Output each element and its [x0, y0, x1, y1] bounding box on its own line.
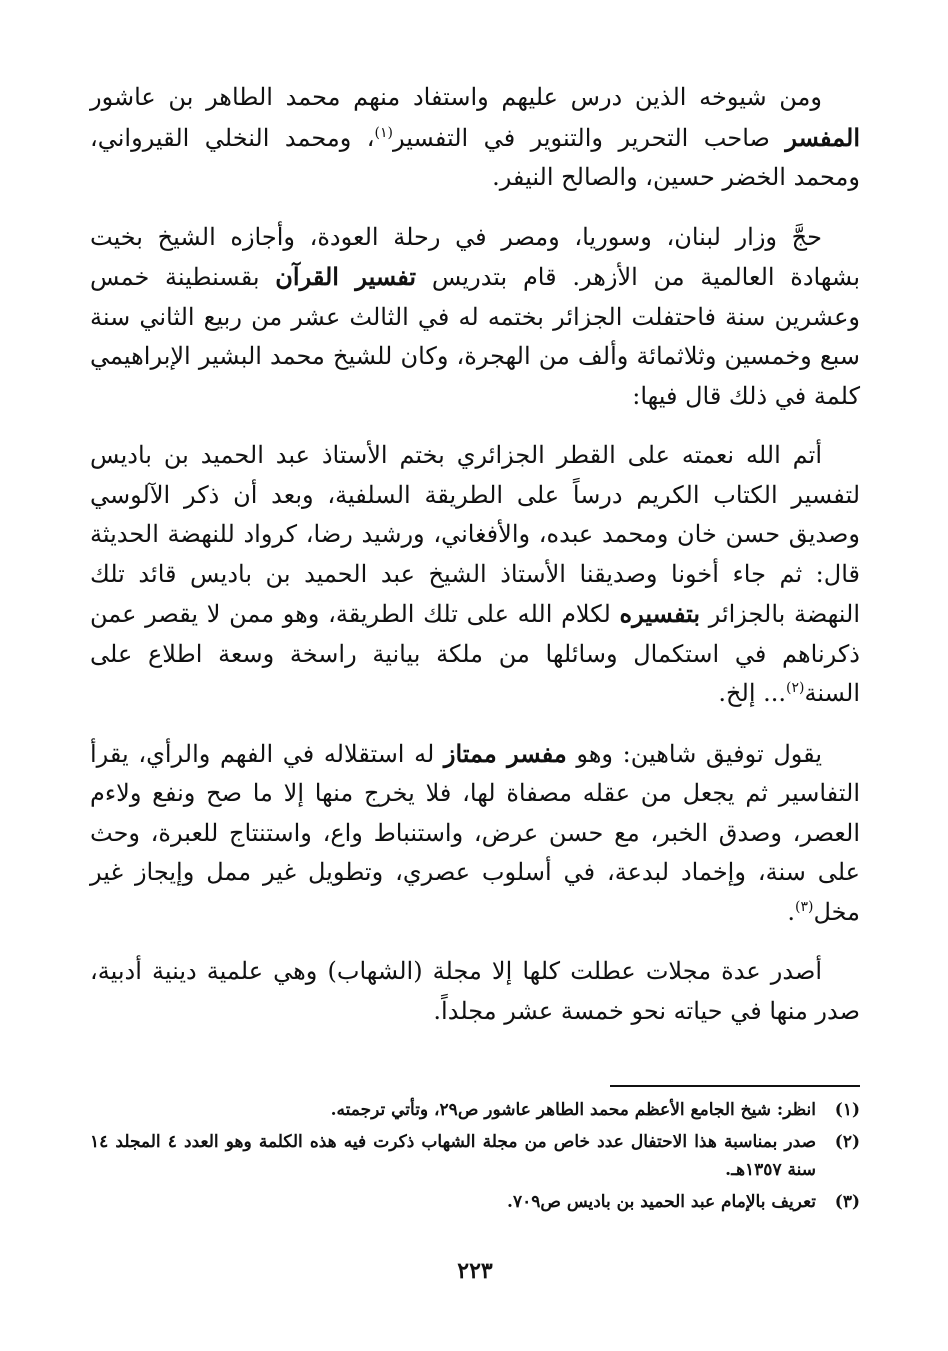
footnote-1: [90, 1096, 860, 1124]
paragraph-text: ... إلخ.: [718, 679, 787, 707]
footnote-divider: [610, 1085, 860, 1087]
footnote-2: [90, 1128, 860, 1184]
paragraph-text: ومن شيوخه الذين درس عليهم واستفاد منهم محمد الطاهر بن عاشور: [90, 83, 822, 111]
book-page: [90, 78, 860, 1308]
footnote-number: (١): [834, 1100, 860, 1120]
paragraph-text: بقسنطينة خمس وعشرين سنة فاحتفلت الجزائر بختمه له في الثالث عشر من ربيع الثاني سنة سبع وخمسين وثلاثمائة وألف من الهجرة، وكان للشيخ محمد البشير الإبراهيمي كلمة في ذلك قال فيها:: [90, 263, 860, 410]
footnote-text: انظر: شيخ الجامع الأعظم محمد الطاهر عاشور ص٢٩، وتأتي ترجمته.: [330, 1100, 816, 1120]
paragraph-shahin: [90, 734, 860, 933]
paragraph-text: ، ومحمد النخلي القيرواني، ومحمد الخضر حسين، والصالح النيفر.: [90, 123, 860, 191]
paragraph-text: لكلام الله على تلك الطريقة، وهو ممن لا يقصر عمن ذكرناهم في استكمال وسائلها من ملكة بيانية راسخة وسعة اطلاع على السنة: [90, 600, 860, 707]
page-number: ٢٢٣: [457, 1258, 493, 1284]
footnote-number: (٣): [834, 1192, 860, 1212]
paragraph-hajj: [90, 218, 860, 417]
footnote-text: صدر بمناسبة هذا الاحتفال عدد خاص من مجلة الشهاب ذكرت فيه هذه الكلمة وهو العدد ٤ المجلد ١٤ سنة ١٣٥٧هـ.: [90, 1132, 817, 1180]
paragraph-text: له استقلاله في الفهم والرأي، يقرأ التفاسير ثم يجعل من عقله مصفاة لها، فلا يخرج منها إلا ما صح ونفع ولاءم العصر، وصدق الخبر، مع حسن عرض، واستنباط واع، واستنتاج للعبرة، وحث على سنة، وإخماد لبدعة، في أسلوب عصري، وتطويل غير ممل وإيجاز غير مخل: [90, 739, 860, 926]
footnote-3: [90, 1188, 860, 1216]
bold-term: تفسير القرآن: [275, 262, 417, 291]
paragraph-text: أتم الله نعمته على القطر الجزائري بختم الأستاذ عبد الحميد بن باديس لتفسير الكتاب الكريم درساً على الطريقة السلفية، وبعد أن ذكر الآلوسي وصديق حسن خان ومحمد عبده، والأفغاني، ورشيد رضا، كرواد للنهضة الحديثة قال: ثم جاء أخونا وصديقنا الأستاذ الشيخ عبد الحميد بن باديس قائد تلك النهضة بالجزائر: [90, 441, 860, 628]
footnote-reference[interactable]: (٣): [795, 898, 814, 915]
footnote-text: تعريف بالإمام عبد الحميد بن باديس ص٧٠٩.: [507, 1192, 816, 1212]
paragraph-text: .: [787, 897, 795, 926]
footnotes: [90, 1096, 860, 1220]
paragraph-text: صاحب التحرير والتنوير في التفسير: [392, 123, 786, 152]
bold-term: بتفسيره: [619, 599, 701, 628]
paragraph-text: يقول توفيق شاهين: وهو: [566, 739, 822, 768]
paragraph-text: أصدر عدة مجلات عطلت كلها إلا مجلة (الشهاب) وهي علمية دينية أدبية، صدر منها في حياته نحو خمسة عشر مجلداً.: [90, 957, 860, 1025]
bold-term: المفسر: [785, 122, 861, 152]
paragraph-teachers: [90, 78, 860, 198]
paragraph-text: حجَّ وزار لبنان، وسوريا، ومصر في رحلة العودة، وأجازه الشيخ بخيت بشهادة العالمية من الأزهر. قام بتدريس: [90, 222, 860, 291]
bold-term: مفسر ممتاز: [443, 738, 567, 768]
footnote-reference[interactable]: (٢): [786, 680, 805, 696]
footnote-reference[interactable]: (١): [374, 124, 393, 141]
paragraph-quote-ibrahimi: [90, 436, 860, 714]
paragraph-magazines: [90, 952, 860, 1031]
footnote-number: (٢): [834, 1132, 860, 1152]
